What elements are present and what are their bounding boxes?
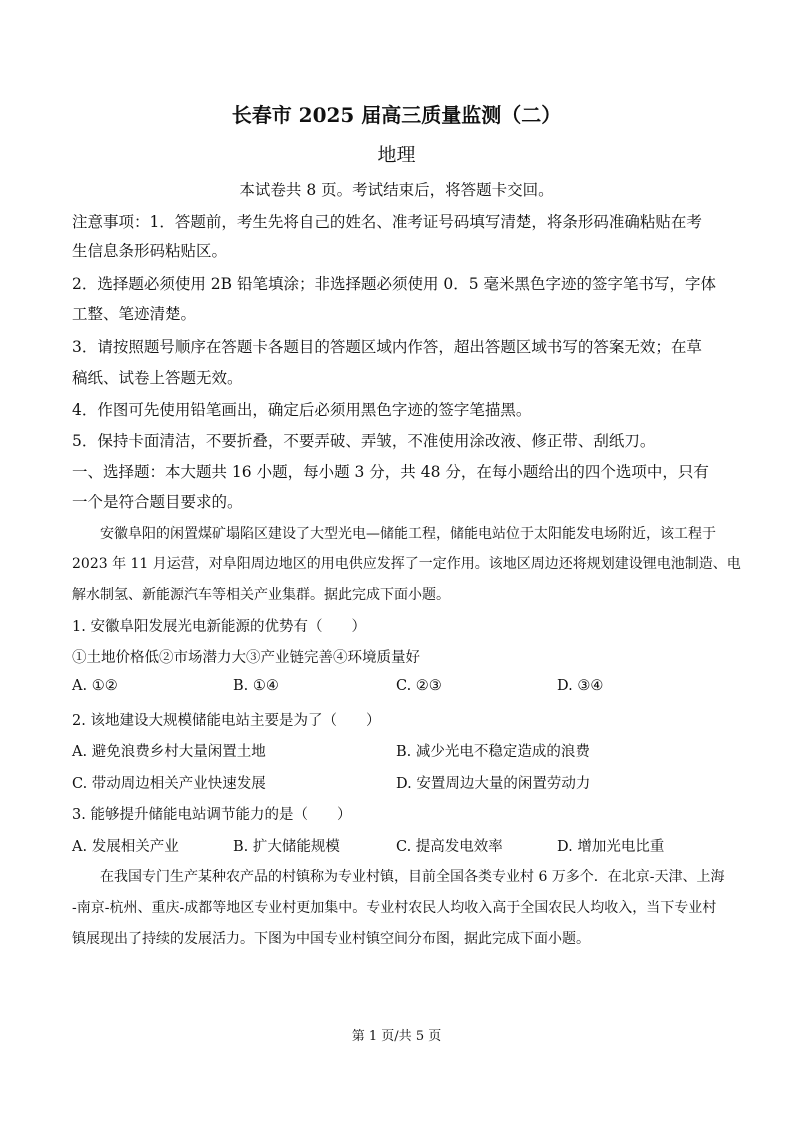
option-c: C. ②③ — [396, 678, 442, 694]
question-stem: 1. 安徽阜阳发展光电新能源的优势有（ ） — [72, 619, 366, 635]
question-stem: 2. 该地建设大规模储能电站主要是为了（ ） — [72, 713, 381, 729]
option-d: D. ③④ — [557, 678, 604, 694]
option-a: A. 发展相关产业 — [72, 839, 179, 855]
passage-line: 安徽阜阳的闲置煤矿塌陷区建设了大型光电—储能工程，储能电站位于太阳能发电场附近，该工程于 — [100, 526, 716, 542]
option-d: D. 安置周边大量的闲置劳动力 — [396, 776, 591, 792]
option-c: C. 带动周边相关产业快速发展 — [72, 776, 266, 792]
note-line: 工整、笔迹清楚。 — [72, 305, 197, 323]
passage-line: 镇展现出了持续的发展活力。下图为中国专业村镇空间分布图，据此完成下面小题。 — [72, 931, 590, 947]
note-line: 5．保持卡面清洁，不要折叠，不要弄破、弄皱，不准使用涂改液、修正带、刮纸刀。 — [72, 432, 656, 450]
note-line: 3．请按照题号顺序在答题卡各题目的答题区域内作答，超出答题区域书写的答案无效；在草 — [72, 338, 702, 356]
note-line: 稿纸、试卷上答题无效。 — [72, 369, 243, 387]
exam-title: 长春市 2025 届高三质量监测（二） — [231, 103, 562, 127]
option-d: D. 增加光电比重 — [557, 839, 665, 855]
question-items: ①土地价格低②市场潜力大③产业链完善④环境质量好 — [72, 650, 420, 666]
passage-line: 解水制氢、新能源汽车等相关产业集群。据此完成下面小题。 — [72, 587, 450, 603]
passage-line: -南京-杭州、重庆-成都等地区专业村更加集中。专业村农民人均收入高于全国农民人均收入，当下专业村 — [72, 900, 717, 916]
option-c: C. 提高发电效率 — [396, 839, 503, 855]
section-line: 一、选择题：本大题共 16 小题，每小题 3 分，共 48 分，在每小题给出的四个选项中，只有 — [72, 463, 709, 481]
option-a: A. ①② — [72, 678, 118, 694]
option-b: B. 减少光电不稳定造成的浪费 — [396, 744, 590, 760]
option-a: A. 避免浪费乡村大量闲置土地 — [72, 744, 266, 760]
option-b: B. 扩大储能规模 — [233, 839, 340, 855]
passage-line: 2023 年 11 月运营，对阜阳周边地区的用电供应发挥了一定作用。该地区周边还将规划建设锂电池制造、电 — [72, 556, 741, 572]
note-line: 注意事项：1．答题前，考生先将自己的姓名、准考证号码填写清楚，将条形码准确粘贴在考 — [72, 213, 702, 231]
passage-line: 在我国专门生产某种农产品的村镇称为专业村镇，目前全国各类专业村 6 万多个．在北京-天津、上海 — [100, 869, 725, 885]
question-stem: 3. 能够提升储能电站调节能力的是（ ） — [72, 807, 352, 823]
intro-line: 本试卷共 8 页。考试结束后，将答题卡交回。 — [239, 181, 554, 199]
note-line: 生信息条形码粘贴区。 — [72, 242, 228, 260]
subject-title: 地理 — [377, 144, 416, 166]
note-line: 2．选择题必须使用 2B 铅笔填涂；非选择题必须使用 0．5 毫米黑色字迹的签字笔书写，字体 — [72, 275, 717, 293]
option-b: B. ①④ — [233, 678, 279, 694]
note-line: 4．作图可先使用铅笔画出，确定后必须用黑色字迹的签字笔描黑。 — [72, 401, 532, 419]
page-footer: 第 1 页/共 5 页 — [351, 1029, 442, 1044]
section-line: 一个是符合题目要求的。 — [72, 493, 243, 511]
